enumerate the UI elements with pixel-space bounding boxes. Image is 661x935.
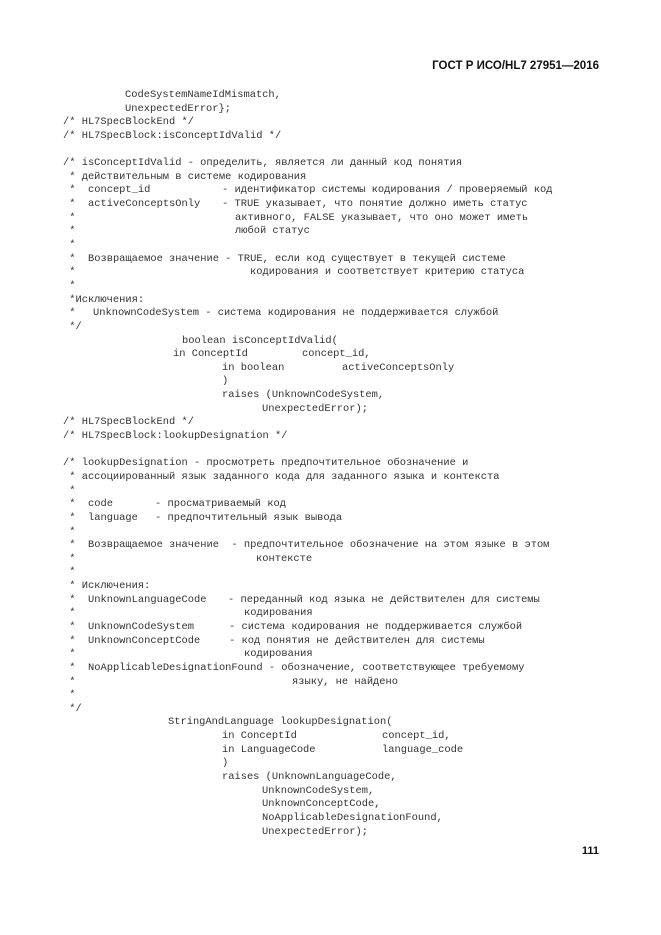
code-text: * bbox=[63, 593, 76, 606]
code-text: ) bbox=[222, 375, 229, 388]
code-text: * bbox=[63, 552, 76, 565]
code-line bbox=[0, 757, 661, 771]
code-line bbox=[0, 239, 661, 253]
code-line bbox=[0, 389, 661, 403]
code-text: raises (UnknownLanguageCode, bbox=[222, 771, 397, 784]
code-text: activeConceptsOnly bbox=[342, 361, 455, 374]
code-text: in ConceptId bbox=[173, 348, 248, 361]
code-line bbox=[0, 485, 661, 499]
code-line bbox=[0, 294, 661, 308]
code-line bbox=[0, 362, 661, 376]
code-text: контексте bbox=[256, 552, 313, 565]
code-line bbox=[0, 307, 661, 321]
code-text: language_code bbox=[382, 743, 464, 756]
code-text: concept_id, bbox=[382, 730, 451, 743]
code-text: - TRUE указывает, что понятие должно иметь статус bbox=[222, 198, 528, 211]
code-text: - идентификатор системы кодирования / проверяемый код bbox=[222, 184, 553, 197]
code-text: - предпочтительный язык вывода bbox=[155, 511, 343, 524]
code-line bbox=[0, 648, 661, 662]
code-text: *Исключения: bbox=[63, 293, 145, 306]
code-line bbox=[0, 771, 661, 785]
code-line bbox=[0, 430, 661, 444]
code-line bbox=[0, 348, 661, 362]
code-text: */ bbox=[63, 702, 82, 715]
code-line bbox=[0, 144, 661, 158]
code-text: UnknownCodeSystem, bbox=[262, 784, 375, 797]
code-text: UnexpectedError); bbox=[262, 825, 369, 838]
code-line bbox=[0, 403, 661, 417]
code-text: * bbox=[63, 607, 76, 620]
code-line bbox=[0, 812, 661, 826]
code-text: UnexpectedError}; bbox=[125, 102, 232, 115]
code-text: concept_id bbox=[88, 184, 151, 197]
code-line bbox=[0, 471, 661, 485]
code-text: * bbox=[63, 566, 76, 579]
code-text: /* isConceptIdValid - определить, является ли данный код понятия bbox=[63, 157, 463, 170]
code-text: кодирования и соответствует критерию статуса bbox=[250, 266, 525, 279]
page-number: 111 bbox=[581, 845, 599, 857]
code-line bbox=[0, 635, 661, 649]
code-line bbox=[0, 253, 661, 267]
code-text: * bbox=[63, 198, 76, 211]
code-text: UnknownCodeSystem - система кодирования не поддерживается службой bbox=[93, 307, 499, 320]
code-text: /* HL7SpecBlockEnd */ bbox=[63, 416, 194, 429]
code-text: UnknownCodeSystem bbox=[88, 620, 195, 633]
code-text: * bbox=[63, 661, 76, 674]
code-text: * bbox=[63, 211, 76, 224]
code-text: * bbox=[63, 675, 76, 688]
code-text: Возвращаемое значение - TRUE, если код существует в текущей системе bbox=[88, 252, 506, 265]
code-line bbox=[0, 621, 661, 635]
code-text: concept_id, bbox=[302, 348, 371, 361]
code-text: кодирования bbox=[244, 648, 313, 661]
code-line bbox=[0, 444, 661, 458]
code-text: /* HL7SpecBlock:lookupDesignation */ bbox=[63, 430, 288, 443]
code-text: NoApplicableDesignationFound - обозначение, соответствующее требуемому bbox=[88, 661, 525, 674]
code-line bbox=[0, 184, 661, 198]
code-text: - просматриваемый код bbox=[155, 498, 286, 511]
code-text: UnknownLanguageCode bbox=[88, 593, 207, 606]
code-text: UnknownConceptCode, bbox=[262, 798, 381, 811]
code-line bbox=[0, 103, 661, 117]
code-line bbox=[0, 171, 661, 185]
code-text: * bbox=[63, 225, 76, 238]
code-text: /* HL7SpecBlockEnd */ bbox=[63, 116, 194, 129]
code-text: * bbox=[63, 539, 76, 552]
code-line bbox=[0, 130, 661, 144]
code-line bbox=[0, 798, 661, 812]
code-text: NoApplicableDesignationFound, bbox=[262, 811, 443, 824]
code-line bbox=[0, 730, 661, 744]
code-text: любой статус bbox=[235, 225, 310, 238]
code-line bbox=[0, 89, 661, 103]
code-line bbox=[0, 662, 661, 676]
code-text: * ассоциированный язык заданного кода для заданного языка и контекста bbox=[63, 470, 500, 483]
code-text: активного, FALSE указывает, что оно может иметь bbox=[235, 211, 529, 224]
code-line bbox=[0, 498, 661, 512]
code-text: * bbox=[63, 239, 76, 252]
code-line bbox=[0, 512, 661, 526]
code-text: * bbox=[63, 184, 76, 197]
code-text: * bbox=[63, 634, 76, 647]
code-text: Возвращаемое значение - предпочтительное обозначение на этом языке в этом bbox=[88, 539, 550, 552]
code-line bbox=[0, 280, 661, 294]
code-text: - код понятия не действителен для системы bbox=[229, 634, 485, 647]
code-line bbox=[0, 321, 661, 335]
code-text: in boolean bbox=[222, 361, 285, 374]
code-text: raises (UnknownCodeSystem, bbox=[222, 389, 385, 402]
code-text: in LanguageCode bbox=[222, 743, 316, 756]
code-text: * bbox=[63, 689, 76, 702]
code-text: */ bbox=[63, 320, 82, 333]
code-text: * bbox=[63, 498, 76, 511]
code-line bbox=[0, 157, 661, 171]
code-text: CodeSystemNameIdMismatch, bbox=[125, 89, 281, 101]
code-text: * bbox=[63, 279, 76, 292]
code-text: - система кодирования не поддерживается службой bbox=[229, 620, 523, 633]
code-text: * bbox=[63, 511, 76, 524]
code-text: * bbox=[63, 620, 76, 633]
code-line bbox=[0, 375, 661, 389]
code-line bbox=[0, 539, 661, 553]
code-line bbox=[0, 607, 661, 621]
code-line bbox=[0, 716, 661, 730]
code-line bbox=[0, 225, 661, 239]
code-line bbox=[0, 689, 661, 703]
code-line bbox=[0, 335, 661, 349]
code-line bbox=[0, 553, 661, 567]
code-text: /* HL7SpecBlock:isConceptIdValid */ bbox=[63, 129, 282, 142]
code-text: - переданный код языка не действителен для системы bbox=[228, 593, 540, 606]
code-line bbox=[0, 703, 661, 717]
code-line bbox=[0, 457, 661, 471]
code-text: UnexpectedError); bbox=[262, 402, 369, 415]
code-text: in ConceptId bbox=[222, 730, 297, 743]
code-listing bbox=[0, 89, 661, 839]
code-text: языку, не найдено bbox=[292, 675, 399, 688]
code-line bbox=[0, 826, 661, 840]
code-text: * bbox=[63, 307, 76, 320]
code-line bbox=[0, 116, 661, 130]
code-text: StringAndLanguage lookupDesignation( bbox=[168, 716, 393, 729]
code-text: activeConceptsOnly bbox=[88, 198, 201, 211]
code-line bbox=[0, 212, 661, 226]
code-line bbox=[0, 594, 661, 608]
code-line bbox=[0, 526, 661, 540]
code-text: boolean isConceptIdValid( bbox=[182, 334, 338, 347]
code-line bbox=[0, 676, 661, 690]
code-line bbox=[0, 566, 661, 580]
code-text: code bbox=[88, 498, 113, 511]
code-line bbox=[0, 785, 661, 799]
code-text: ) bbox=[222, 757, 229, 770]
code-line bbox=[0, 198, 661, 212]
code-text: * bbox=[63, 525, 76, 538]
code-text: * bbox=[63, 484, 76, 497]
code-text: * bbox=[63, 252, 76, 265]
code-line bbox=[0, 416, 661, 430]
document-standard-header: ГОСТ Р ИСО/HL7 27951—2016 bbox=[432, 60, 599, 72]
code-line bbox=[0, 744, 661, 758]
code-text: * Исключения: bbox=[63, 580, 151, 593]
code-line bbox=[0, 266, 661, 280]
code-text: * bbox=[63, 266, 76, 279]
code-text: * действительным в системе кодирования bbox=[63, 170, 307, 183]
code-text: UnknownConceptCode bbox=[88, 634, 201, 647]
code-text: * bbox=[63, 648, 76, 661]
code-text: language bbox=[88, 511, 138, 524]
code-text: /* lookupDesignation - просмотреть предпочтительное обозначение и bbox=[63, 457, 469, 470]
code-text: кодирования bbox=[244, 607, 313, 620]
code-line bbox=[0, 580, 661, 594]
